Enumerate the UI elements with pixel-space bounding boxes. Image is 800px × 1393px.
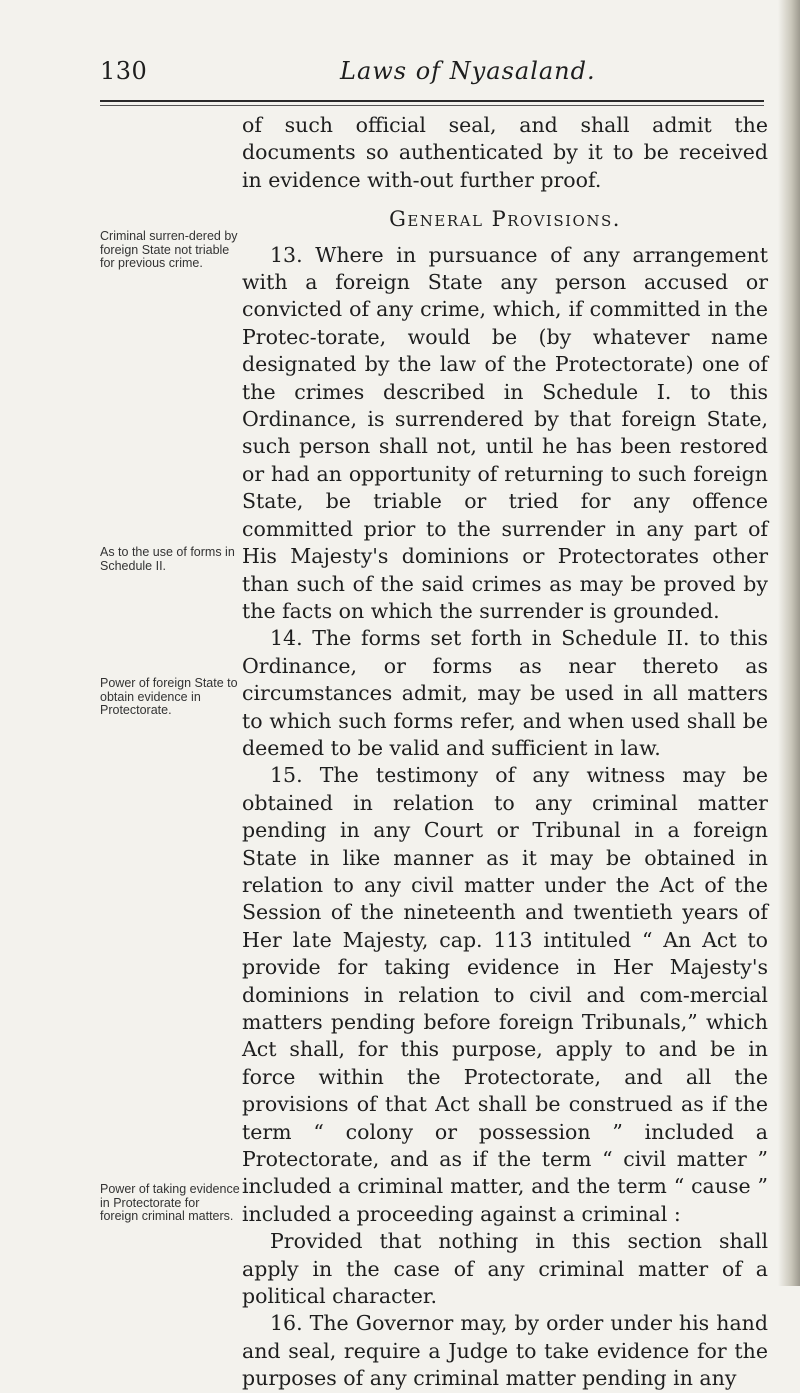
page-number: 130 <box>100 57 148 85</box>
main-text-column <box>242 112 768 1393</box>
header-rule-thin <box>100 105 764 106</box>
section-14-paragraph: 14. The forms set forth in Schedule II. to this Ordinance, or forms as near thereto as circumstances admit, may be used in all matters to which such forms refer, and when used shall be deemed to be valid and sufficient in law. <box>242 626 768 760</box>
margin-note-section-13: Criminal surren-dered by foreign State not triable for previous crime. <box>100 229 238 270</box>
section-15-proviso: Provided that nothing in this section shall apply in the case of any criminal matter of a political character. <box>242 1229 768 1309</box>
page-edge-shadow <box>778 0 800 1286</box>
section-16-paragraph: 16. The Governor may, by order under his hand and seal, require a Judge to take evidence for the purposes of any criminal matter pending in any <box>242 1311 768 1391</box>
running-title: Laws of Nyasaland. <box>340 57 596 85</box>
opening-paragraph: of such official seal, and shall admit the documents so authenticated by it to be received in evidence with-out further proof. <box>242 113 768 192</box>
section-heading: General Provisions. <box>389 207 621 232</box>
header-rule <box>100 100 764 102</box>
margin-note-section-14: As to the use of forms in Schedule II. <box>100 545 235 573</box>
section-13-paragraph: 13. Where in pursuance of any arrangement with a foreign State any person accused or convicted of any crime, which, if committed in the Protec-torate, would be (by whatever name designated by the law of the Protectorate) one of the crimes described in Schedule I. to this Ordinance, is surrendered by that foreign State, such person shall not, until he has been restored or had an opportunity of returning to such foreign State, be triable or tried for any offence committed prior to the surrender in any part of His Majesty's dominions or Protectorates other than such of the said crimes as may be proved by the facts on which the surrender is grounded. <box>242 242 768 623</box>
margin-note-section-16: Power of taking evidence in Protectorate for foreign criminal matters. <box>100 1182 240 1223</box>
section-15-paragraph: 15. The testimony of any witness may be obtained in relation to any criminal matter pending in any Court or Tribunal in a foreign State in like manner as it may be obtained in relation to any civil matter under the Act of the Session of the nineteenth and twentieth years of Her late Majesty, cap. 113 intituled “ An Act to provide for taking evidence in Her Majesty's dominions in relation to civil and com-mercial matters pending before foreign Tribunals,” which Act shall, for this purpose, apply to and be in force within the Protectorate, and all the provisions of that Act shall be construed as if the term “ colony or possession ” included a Protectorate, and as if the term “ civil matter ” included a criminal matter, and the term “ cause ” included a proceeding against a criminal : <box>242 763 768 1226</box>
margin-note-section-15: Power of foreign State to obtain evidence in Protectorate. <box>100 676 238 717</box>
